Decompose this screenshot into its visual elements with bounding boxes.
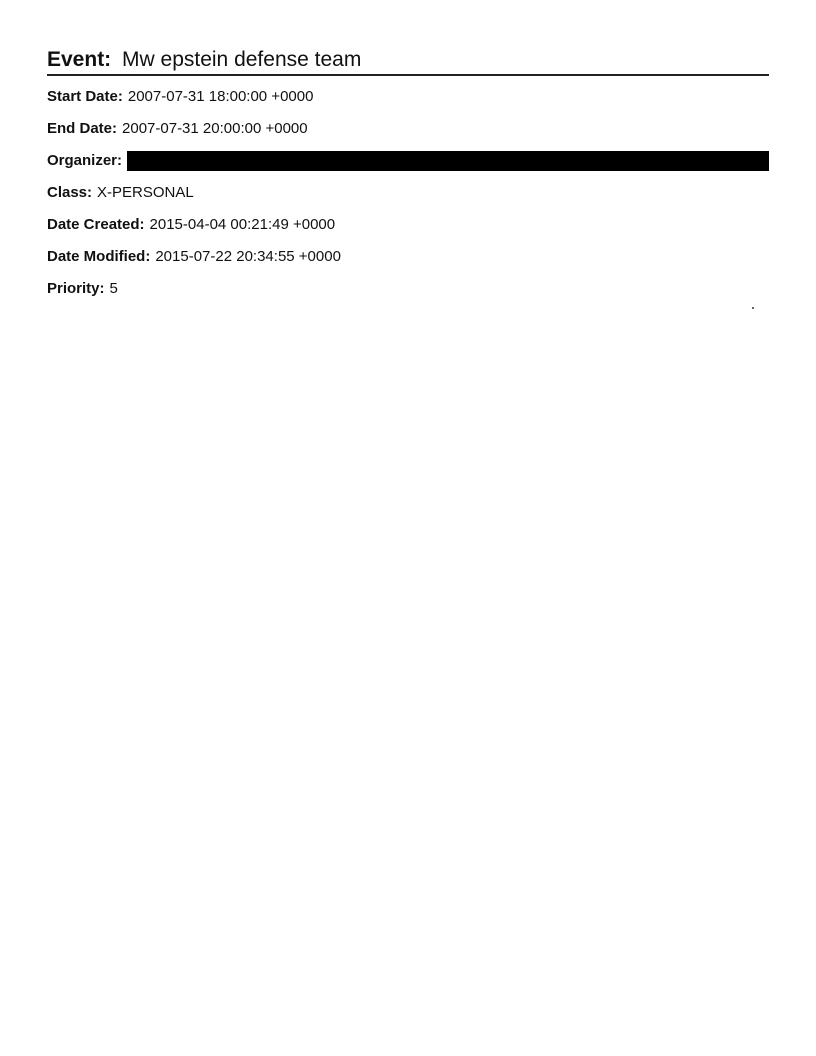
date-modified-row — [47, 247, 769, 267]
class-label: Class: — [47, 184, 93, 201]
organizer-label: Organizer: — [47, 152, 123, 169]
scan-speck — [752, 307, 754, 309]
organizer-row — [47, 151, 769, 171]
date-created-label: Date Created: — [47, 216, 145, 233]
priority-label: Priority: — [47, 280, 105, 297]
date-created-row — [47, 215, 769, 235]
priority-value: 5 — [109, 280, 118, 297]
end-date-value: 2007-07-31 20:00:00 +0000 — [122, 120, 308, 137]
class-value: X-PERSONAL — [97, 184, 194, 201]
event-title-value: Mw epstein defense team — [122, 48, 362, 71]
priority-row — [47, 279, 769, 299]
date-created-value: 2015-04-04 00:21:49 +0000 — [149, 216, 336, 233]
start-date-value: 2007-07-31 18:00:00 +0000 — [127, 88, 314, 105]
date-modified-label: Date Modified: — [47, 248, 151, 265]
class-row — [47, 183, 769, 203]
event-title-label: Event: — [47, 48, 112, 71]
end-date-row — [47, 119, 769, 139]
start-date-label: Start Date: — [47, 88, 123, 105]
event-fields — [47, 87, 769, 299]
event-title — [47, 46, 769, 76]
event-record — [47, 46, 769, 299]
organizer-redaction-bar — [127, 151, 769, 171]
end-date-label: End Date: — [47, 120, 118, 137]
start-date-row — [47, 87, 769, 107]
date-modified-value: 2015-07-22 20:34:55 +0000 — [155, 248, 341, 265]
